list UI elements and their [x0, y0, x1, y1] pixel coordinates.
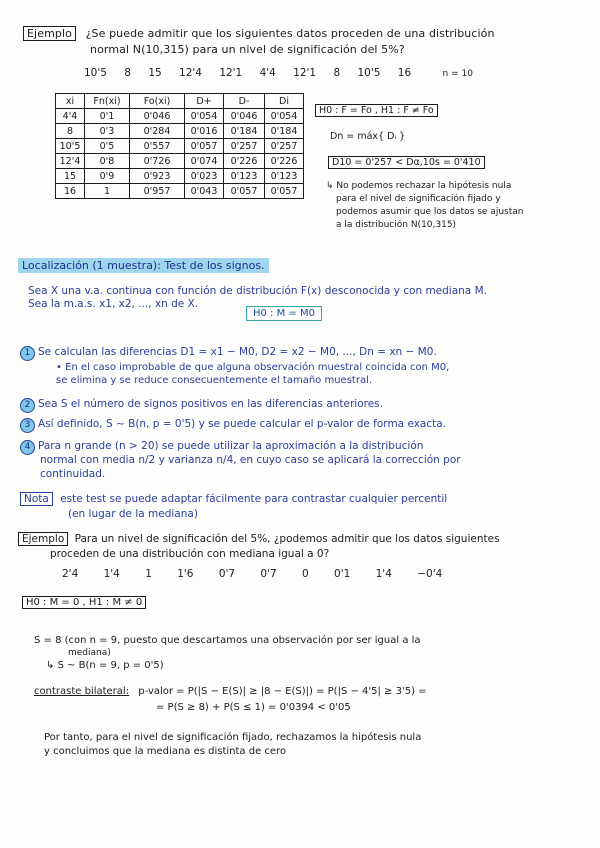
- table-cell: 0'054: [185, 109, 224, 124]
- table-cell: 0'123: [224, 169, 265, 184]
- table-cell: 0'957: [130, 184, 185, 199]
- nota-line1: este test se puede adaptar fácilmente para contrastar cualquier percentil: [60, 493, 448, 505]
- data-value: 12'4: [179, 67, 202, 79]
- step-number-badge: 2: [20, 398, 35, 413]
- table-cell: 0'054: [265, 109, 304, 124]
- data-value: 16: [397, 67, 412, 79]
- table-cell: 0'9: [85, 169, 130, 184]
- step-4-line2: normal con media n/2 y varianza n/4, en cuyo caso se aplicará la corrección por: [40, 454, 461, 466]
- ks-table: [55, 93, 304, 199]
- arrow-icon: ↳: [46, 660, 58, 671]
- table-cell: 0'257: [224, 139, 265, 154]
- data-value: 4'4: [259, 67, 276, 79]
- table-cell: 0'5: [85, 139, 130, 154]
- data-value: 8: [124, 67, 131, 79]
- table-cell: 12'4: [56, 154, 85, 169]
- nota-tag: Nota: [20, 492, 53, 506]
- table-cell: 4'4: [56, 109, 85, 124]
- contrast-line1: p-valor = P(|S − E(S)| ≥ |8 − E(S)|) = P(|S − 4'5| ≥ 3'5) =: [138, 686, 427, 697]
- data-value: −0'4: [417, 568, 443, 580]
- table-row: [56, 109, 304, 124]
- table-header: Di: [265, 94, 304, 109]
- step-1-note-line2: se elimina y se reduce consecuentemente el tamaño muestral.: [56, 375, 373, 386]
- example2-data-row: [62, 568, 442, 580]
- section-h0-box: H0 : M = M0: [246, 306, 322, 321]
- table-cell: 0'923: [130, 169, 185, 184]
- section-intro-line1: Sea X una v.a. continua con función de distribución F(x) desconocida y con mediana M.: [28, 285, 487, 297]
- data-value: 1'4: [103, 568, 120, 580]
- table-cell: 0'123: [265, 169, 304, 184]
- table-cell: 8: [56, 124, 85, 139]
- step-1: [20, 346, 437, 361]
- step-number-badge: 1: [20, 346, 35, 361]
- table-cell: 0'016: [185, 124, 224, 139]
- example1-conclusion-line4: a la distribución N(10,315): [336, 220, 457, 230]
- example2-block: [18, 533, 500, 545]
- table-header: xi: [56, 94, 85, 109]
- example2-contrast: [34, 686, 427, 697]
- data-value: 10'5: [84, 67, 107, 79]
- data-value: 0'7: [260, 568, 277, 580]
- example1-hypothesis: H0 : F = Fo , H1 : F ≠ Fo: [315, 104, 438, 117]
- table-row: [56, 184, 304, 199]
- example1-block: [23, 27, 495, 40]
- nota-line2: (en lugar de la mediana): [68, 508, 198, 520]
- example2-s-line2: mediana): [68, 648, 111, 658]
- example2-s-dist: [46, 660, 164, 671]
- data-value: 12'1: [219, 67, 243, 79]
- table-cell: 0'257: [265, 139, 304, 154]
- table-cell: 0'226: [265, 154, 304, 169]
- data-value: 2'4: [62, 568, 79, 580]
- contrast-tag: contraste bilateral:: [34, 686, 130, 697]
- table-header: Fo(xi): [130, 94, 185, 109]
- table-cell: 16: [56, 184, 85, 199]
- sample-size: n = 10: [442, 69, 473, 79]
- table-row: [56, 139, 304, 154]
- data-value: 0'7: [218, 568, 236, 580]
- example1-data-row: [84, 67, 473, 79]
- step-text: Así definido, S ~ B(n, p = 0'5) y se puede calcular el p-valor de forma exacta.: [38, 418, 447, 430]
- example2-question-line1: Para un nivel de significación del 5%, ¿podemos admitir que los datos siguientes: [74, 533, 500, 545]
- section-title-text: Localización (1 muestra): Test de los signos.: [18, 258, 269, 273]
- table-header: D-: [224, 94, 265, 109]
- step-4-line3: continuidad.: [40, 468, 106, 480]
- data-value: 15: [148, 67, 162, 79]
- data-value: 1'4: [375, 568, 392, 580]
- table-cell: 0'557: [130, 139, 185, 154]
- nota-block: [20, 493, 447, 505]
- example1-tag: Ejemplo: [23, 26, 76, 41]
- table-cell: 0'184: [265, 124, 304, 139]
- data-value: 10'5: [357, 67, 381, 79]
- example2-tag: Ejemplo: [18, 532, 68, 546]
- table-cell: 0'057: [185, 139, 224, 154]
- table-cell: 0'3: [85, 124, 130, 139]
- table-cell: 10'5: [56, 139, 85, 154]
- step-1-note-line1: • En el caso improbable de que alguna observación muestral coincida con M0,: [56, 362, 450, 373]
- table-cell: 0'043: [185, 184, 224, 199]
- step-number-badge: 3: [20, 418, 35, 433]
- step-text: Para n grande (n > 20) se puede utilizar la aproximación a la distribución: [38, 440, 424, 452]
- data-value: 1'6: [177, 568, 194, 580]
- example1-question-line2: normal N(10,315) para un nivel de significación del 5%?: [90, 43, 405, 56]
- example1-conclusion-line2: para el nivel de significación fijado y: [336, 194, 501, 204]
- table-header: D+: [185, 94, 224, 109]
- step-2: [20, 398, 383, 413]
- section-intro-line2: Sea la m.a.s. x1, x2, ..., xn de X.: [28, 298, 199, 310]
- example1-result-box: D10 = 0'257 < Dα,10s = 0'410: [328, 156, 485, 169]
- step-4: [20, 440, 423, 455]
- table-row: [56, 169, 304, 184]
- data-value: 12'1: [293, 67, 317, 79]
- table-cell: 0'226: [224, 154, 265, 169]
- table-cell: 0'057: [265, 184, 304, 199]
- table-header: Fn(xi): [85, 94, 130, 109]
- table-cell: 0'726: [130, 154, 185, 169]
- step-3: [20, 418, 446, 433]
- step-text: Se calculan las diferencias D1 = x1 − M0, D2 = x2 − M0, ..., Dn = xn − M0.: [38, 346, 437, 358]
- table-cell: 0'284: [130, 124, 185, 139]
- example2-contrast-line2: = P(S ≥ 8) + P(S ≤ 1) = 0'0394 < 0'05: [156, 702, 351, 713]
- table-cell: 0'8: [85, 154, 130, 169]
- example2-hypothesis: H0 : M = 0 , H1 : M ≠ 0: [22, 596, 146, 609]
- table-row: [56, 124, 304, 139]
- data-value: 0: [302, 568, 309, 580]
- data-value: 8: [333, 67, 341, 79]
- example1-question-line1: ¿Se puede admitir que los siguientes datos proceden de una distribución: [85, 27, 495, 40]
- data-value: 0'1: [334, 568, 351, 580]
- data-value: 1: [145, 568, 152, 580]
- table-cell: 0'057: [224, 184, 265, 199]
- table-header-row: [56, 94, 304, 109]
- example2-final-line1: Por tanto, para el nivel de significación fijado, rechazamos la hipótesis nula: [44, 732, 422, 743]
- table-cell: 0'046: [224, 109, 265, 124]
- table-cell: 1: [85, 184, 130, 199]
- table-cell: 0'1: [85, 109, 130, 124]
- example1-conclusion-line1: ↳ No podemos rechazar la hipótesis nula: [326, 181, 512, 191]
- example2-s-line1: S = 8 (con n = 9, puesto que descartamos una observación por ser igual a la: [34, 635, 421, 646]
- table-cell: 0'184: [224, 124, 265, 139]
- example1-dn-definition: Dn = máx{ Dᵢ }: [330, 131, 406, 142]
- example2-s-dist-text: S ~ B(n = 9, p = 0'5): [57, 660, 164, 671]
- example1-conclusion-line3: podemos asumir que los datos se ajustan: [336, 207, 524, 217]
- example2-question-line2: proceden de una distribución con mediana igual a 0?: [50, 548, 330, 560]
- table-cell: 0'074: [185, 154, 224, 169]
- step-number-badge: 4: [20, 440, 35, 455]
- table-cell: 0'023: [185, 169, 224, 184]
- table-cell: 15: [56, 169, 85, 184]
- table-row: [56, 154, 304, 169]
- table-cell: 0'046: [130, 109, 185, 124]
- section-title: [18, 259, 269, 272]
- example2-final-line2: y concluimos que la mediana es distinta de cero: [44, 746, 287, 757]
- step-text: Sea S el número de signos positivos en las diferencias anteriores.: [38, 398, 383, 410]
